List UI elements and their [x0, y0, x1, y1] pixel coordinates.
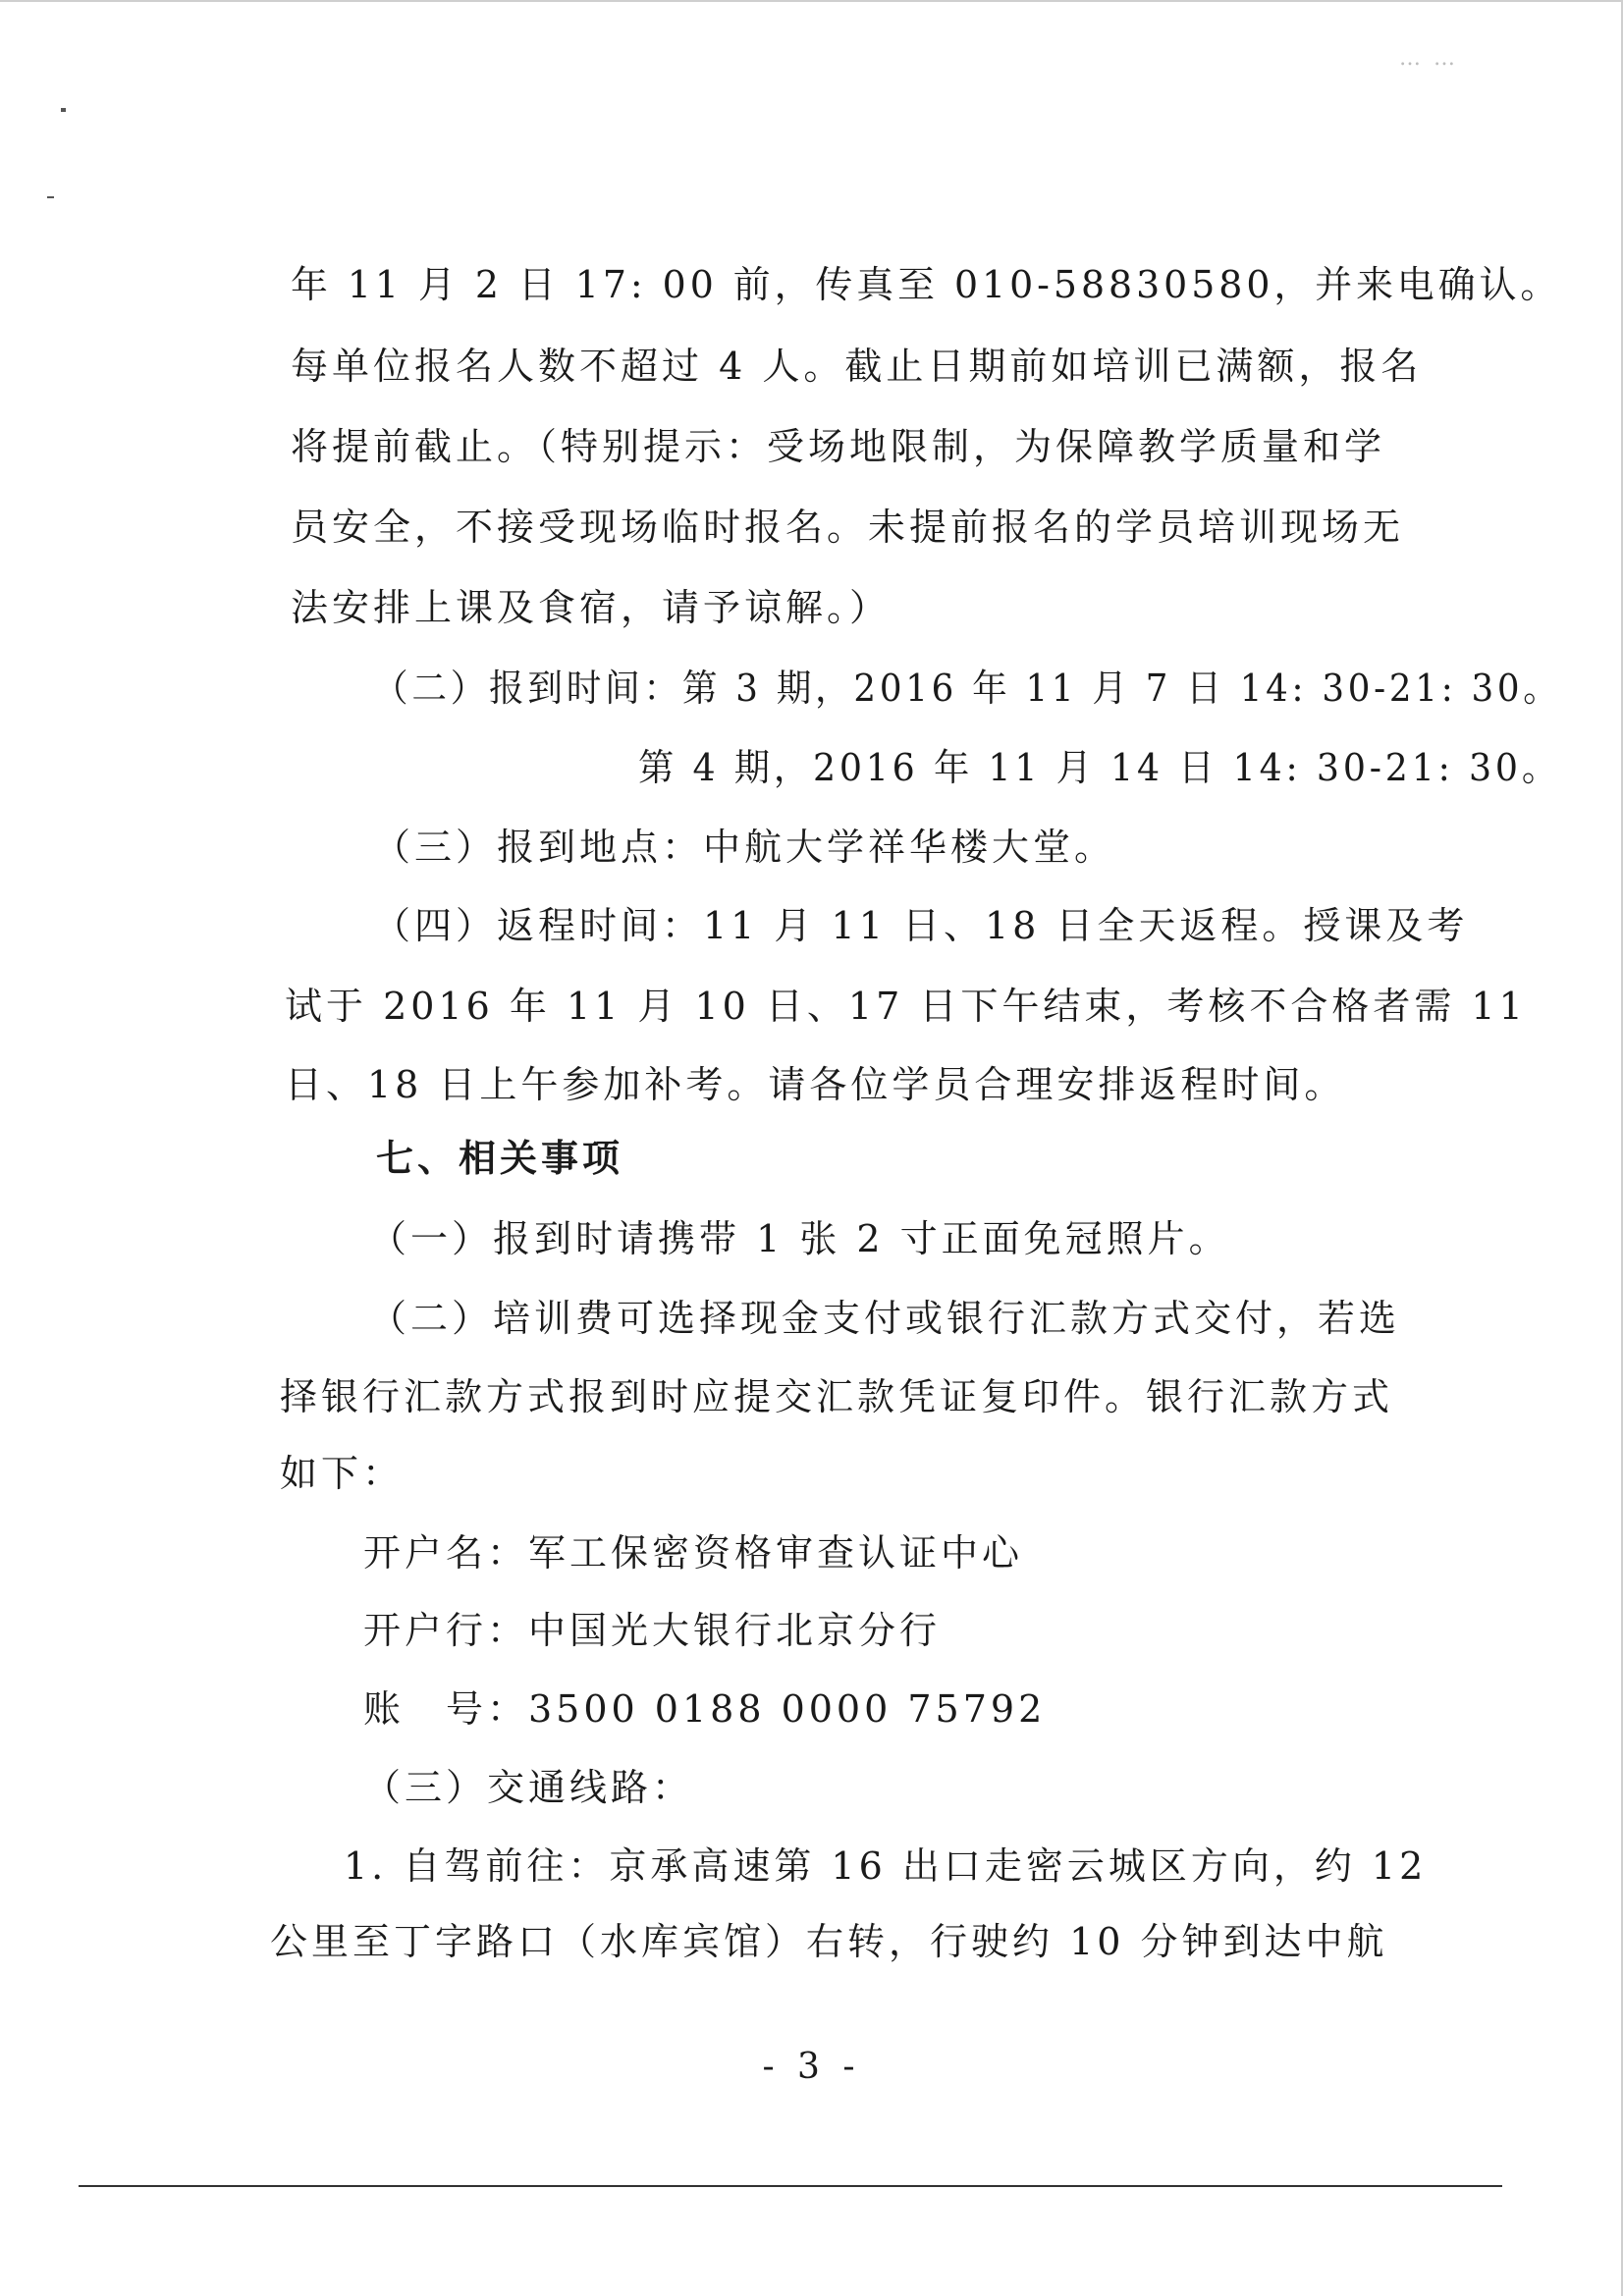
- text-line: 年 11 月 2 日 17: 00 前，传真至 010-58830580，并来电确认。: [291, 263, 1562, 306]
- text-line: 择银行汇款方式报到时应提交汇款凭证复印件。银行汇款方式: [280, 1375, 1394, 1418]
- footer-rule: [79, 2185, 1502, 2187]
- scan-speck: [61, 108, 66, 112]
- page-frame-top: [0, 0, 1623, 2]
- header-mark: … …: [1399, 46, 1458, 71]
- text-line: 将提前截止。（特别提示：受场地限制，为保障教学质量和学: [291, 425, 1386, 468]
- text-line: （三）交通线路：: [363, 1766, 694, 1809]
- text-line: （一）报到时请携带 1 张 2 寸正面免冠照片。: [369, 1217, 1230, 1260]
- text-line: 公里至丁字路口（水库宾馆）右转，行驶约 10 分钟到达中航: [270, 1920, 1388, 1963]
- bank-account-number: 账 号：3500 0188 0000 75792: [363, 1687, 1047, 1731]
- text-line: 每单位报名人数不超过 4 人。截止日期前如培训已满额，报名: [291, 345, 1423, 388]
- text-line: 1. 自驾前往：京承高速第 16 出口走密云城区方向，约 12: [344, 1844, 1428, 1888]
- text-line: 日、18 日上午参加补考。请各位学员合理安排返程时间。: [285, 1063, 1346, 1106]
- text-line: 第 4 期，2016 年 11 月 14 日 14: 30-21: 30。: [638, 746, 1561, 789]
- text-line: （二）培训费可选择现金支付或银行汇款方式交付，若选: [369, 1297, 1401, 1340]
- text-line: （四）返程时间：11 月 11 日、18 日全天返程。授课及考: [373, 904, 1469, 947]
- text-line: （二）报到时间：第 3 期，2016 年 11 月 7 日 14: 30-21: 30。: [373, 667, 1562, 710]
- scan-speck: [47, 196, 54, 198]
- text-line: 如下：: [280, 1452, 405, 1495]
- text-line: 法安排上课及食宿，请予谅解。）: [291, 586, 892, 629]
- text-line: 试于 2016 年 11 月 10 日、17 日下午结束，考核不合格者需 11: [285, 985, 1527, 1028]
- text-line: （三）报到地点：中航大学祥华楼大堂。: [373, 826, 1116, 869]
- bank-account-name: 开户名：军工保密资格审查认证中心: [363, 1531, 1024, 1575]
- section-heading: 七、相关事项: [376, 1136, 624, 1180]
- page-number: - 3 -: [762, 2047, 861, 2087]
- bank-name: 开户行：中国光大银行北京分行: [363, 1609, 942, 1652]
- text-line: 员安全，不接受现场临时报名。未提前报名的学员培训现场无: [291, 506, 1405, 549]
